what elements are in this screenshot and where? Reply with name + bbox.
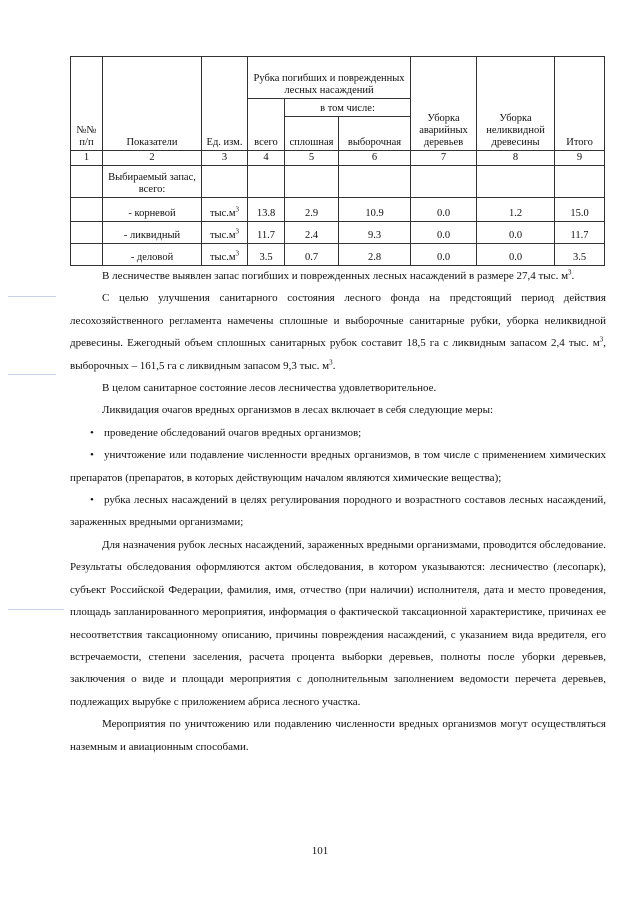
scan-mark bbox=[8, 296, 56, 297]
colnum: 4 bbox=[248, 151, 285, 166]
row-illiquid: 0.0 bbox=[477, 244, 555, 266]
scan-mark bbox=[8, 609, 64, 610]
header-itogo: Итого bbox=[555, 57, 605, 151]
colnum: 2 bbox=[103, 151, 202, 166]
bullet-icon: • bbox=[90, 426, 94, 439]
row-unit: $тыс.м^3$ bbox=[202, 222, 248, 244]
row-total: 3.5 bbox=[248, 244, 285, 266]
row-itogo: 11.7 bbox=[555, 222, 605, 244]
row-emergency: 0.0 bbox=[411, 198, 477, 222]
row-illiquid: 1.2 bbox=[477, 198, 555, 222]
row-clear: 2.4 bbox=[285, 222, 339, 244]
bullet-icon: • bbox=[90, 449, 94, 462]
header-indicators: Показатели bbox=[103, 57, 202, 151]
row-itogo: 15.0 bbox=[555, 198, 605, 222]
paragraph-measures-intro: Ликвидация очагов вредных организмов в лесах включает в себя следующие меры: bbox=[102, 404, 494, 417]
row-unit: $тыс.м^3$ bbox=[202, 244, 248, 266]
row-selective: 9.3 bbox=[339, 222, 411, 244]
group-row bbox=[71, 166, 605, 198]
header-selective: выборочная bbox=[339, 117, 411, 151]
row-itogo: 3.5 bbox=[555, 244, 605, 266]
row-name: - корневой bbox=[103, 198, 202, 222]
colnum: 3 bbox=[202, 151, 248, 166]
header-clear: сплошная bbox=[285, 117, 339, 151]
colnum: 5 bbox=[285, 151, 339, 166]
row-clear: 0.7 bbox=[285, 244, 339, 266]
scan-mark bbox=[8, 374, 56, 375]
bullet-item: • рубка лесных насаждений в целях регулирования породного и возрастного составов лесных насаждений, зараженных вредными организмами; bbox=[70, 489, 606, 534]
paragraph-inspection: Для назначения рубок лесных насаждений, зараженных вредными организмами, проводится обследование. Результаты обследования оформляются актом обследования, в котором указываются: лесничество (лесопарк), субъект Российской Федерации, фамилия, имя, отчество (при наличии) исполнителя, дата и место проведения, площадь запланированного мероприятия, информация о фактической таксационной характеристике, причинах ее несоответствия таксационному описанию, причины повреждения насаждений, с указанием вида вредителя, его встречаемости, степени заселения, расчета процента выборки деревьев, полноты после уборки деревьев, заключения о виде и площади мероприятия с дополнительным заполнением ведомости перечета деревьев, подлежащих вырубке с приложением абриса лесного участка. bbox=[70, 538, 606, 708]
colnum: 8 bbox=[477, 151, 555, 166]
header-unit: Ед. изм. bbox=[202, 57, 248, 151]
page-number: 101 bbox=[311, 845, 329, 857]
bullet-item: • проведение обследований очагов вредных организмов; bbox=[70, 422, 606, 444]
felling-table bbox=[70, 56, 605, 266]
paragraph-condition: В целом санитарное состояние лесов лесничества удовлетворительное. bbox=[102, 382, 437, 395]
column-numbers-row bbox=[71, 151, 605, 166]
row-emergency: 0.0 bbox=[411, 222, 477, 244]
body-text bbox=[70, 265, 606, 758]
table-row bbox=[71, 222, 605, 244]
row-emergency: 0.0 bbox=[411, 244, 477, 266]
row-clear: 2.9 bbox=[285, 198, 339, 222]
header-including: в том числе: bbox=[285, 99, 411, 117]
row-selective: 2.8 bbox=[339, 244, 411, 266]
table-row bbox=[71, 244, 605, 266]
paragraph-methods: Мероприятия по уничтожению или подавлению численности вредных организмов могут осуществляться наземным и авиационным способами. bbox=[70, 718, 606, 753]
row-name: - ликвидный bbox=[103, 222, 202, 244]
colnum: 6 bbox=[339, 151, 411, 166]
header-number: №№ п/п bbox=[71, 57, 103, 151]
colnum: 9 bbox=[555, 151, 605, 166]
row-illiquid: 0.0 bbox=[477, 222, 555, 244]
paragraph-sanitary-plan: С целью улучшения санитарного состояния лесного фонда на предстоящий период действия лесохозяйственного регламента намечены сплошные и выборочные санитарные рубки, уборка неликвидной древесины. Ежегодный объем сплошных санитарных рубок составит 18,5 га с ликвидным запасом 2,4 тыс. $м^3$, выборочных – 161,5 га с ликвидным запасом 9,3 тыс. $м^3$. bbox=[70, 292, 606, 372]
header-total: всего bbox=[248, 99, 285, 151]
header-felling: Рубка погибших и поврежденных лесных насаждений bbox=[248, 57, 411, 99]
header-emergency: Уборка аварийных деревьев bbox=[411, 57, 477, 151]
row-selective: 10.9 bbox=[339, 198, 411, 222]
row-unit: $тыс.м^3$ bbox=[202, 198, 248, 222]
row-total: 11.7 bbox=[248, 222, 285, 244]
row-total: 13.8 bbox=[248, 198, 285, 222]
colnum: 1 bbox=[71, 151, 103, 166]
group-label: Выбираемый запас, всего: bbox=[103, 166, 202, 198]
table-row bbox=[71, 198, 605, 222]
bullet-icon: • bbox=[90, 494, 94, 507]
row-name: - деловой bbox=[103, 244, 202, 266]
header-illiquid: Уборка неликвидной древесины bbox=[477, 57, 555, 151]
colnum: 7 bbox=[411, 151, 477, 166]
bullet-item: • уничтожение или подавление численности вредных организмов, в том числе с применением химических препаратов (препаратов, в которых действующим началом являются химические вещества); bbox=[70, 444, 606, 489]
paragraph-reserve: В лесничестве выявлен запас погибших и поврежденных лесных насаждений в размере 27,4 тыс. $м^3$. bbox=[102, 268, 575, 282]
